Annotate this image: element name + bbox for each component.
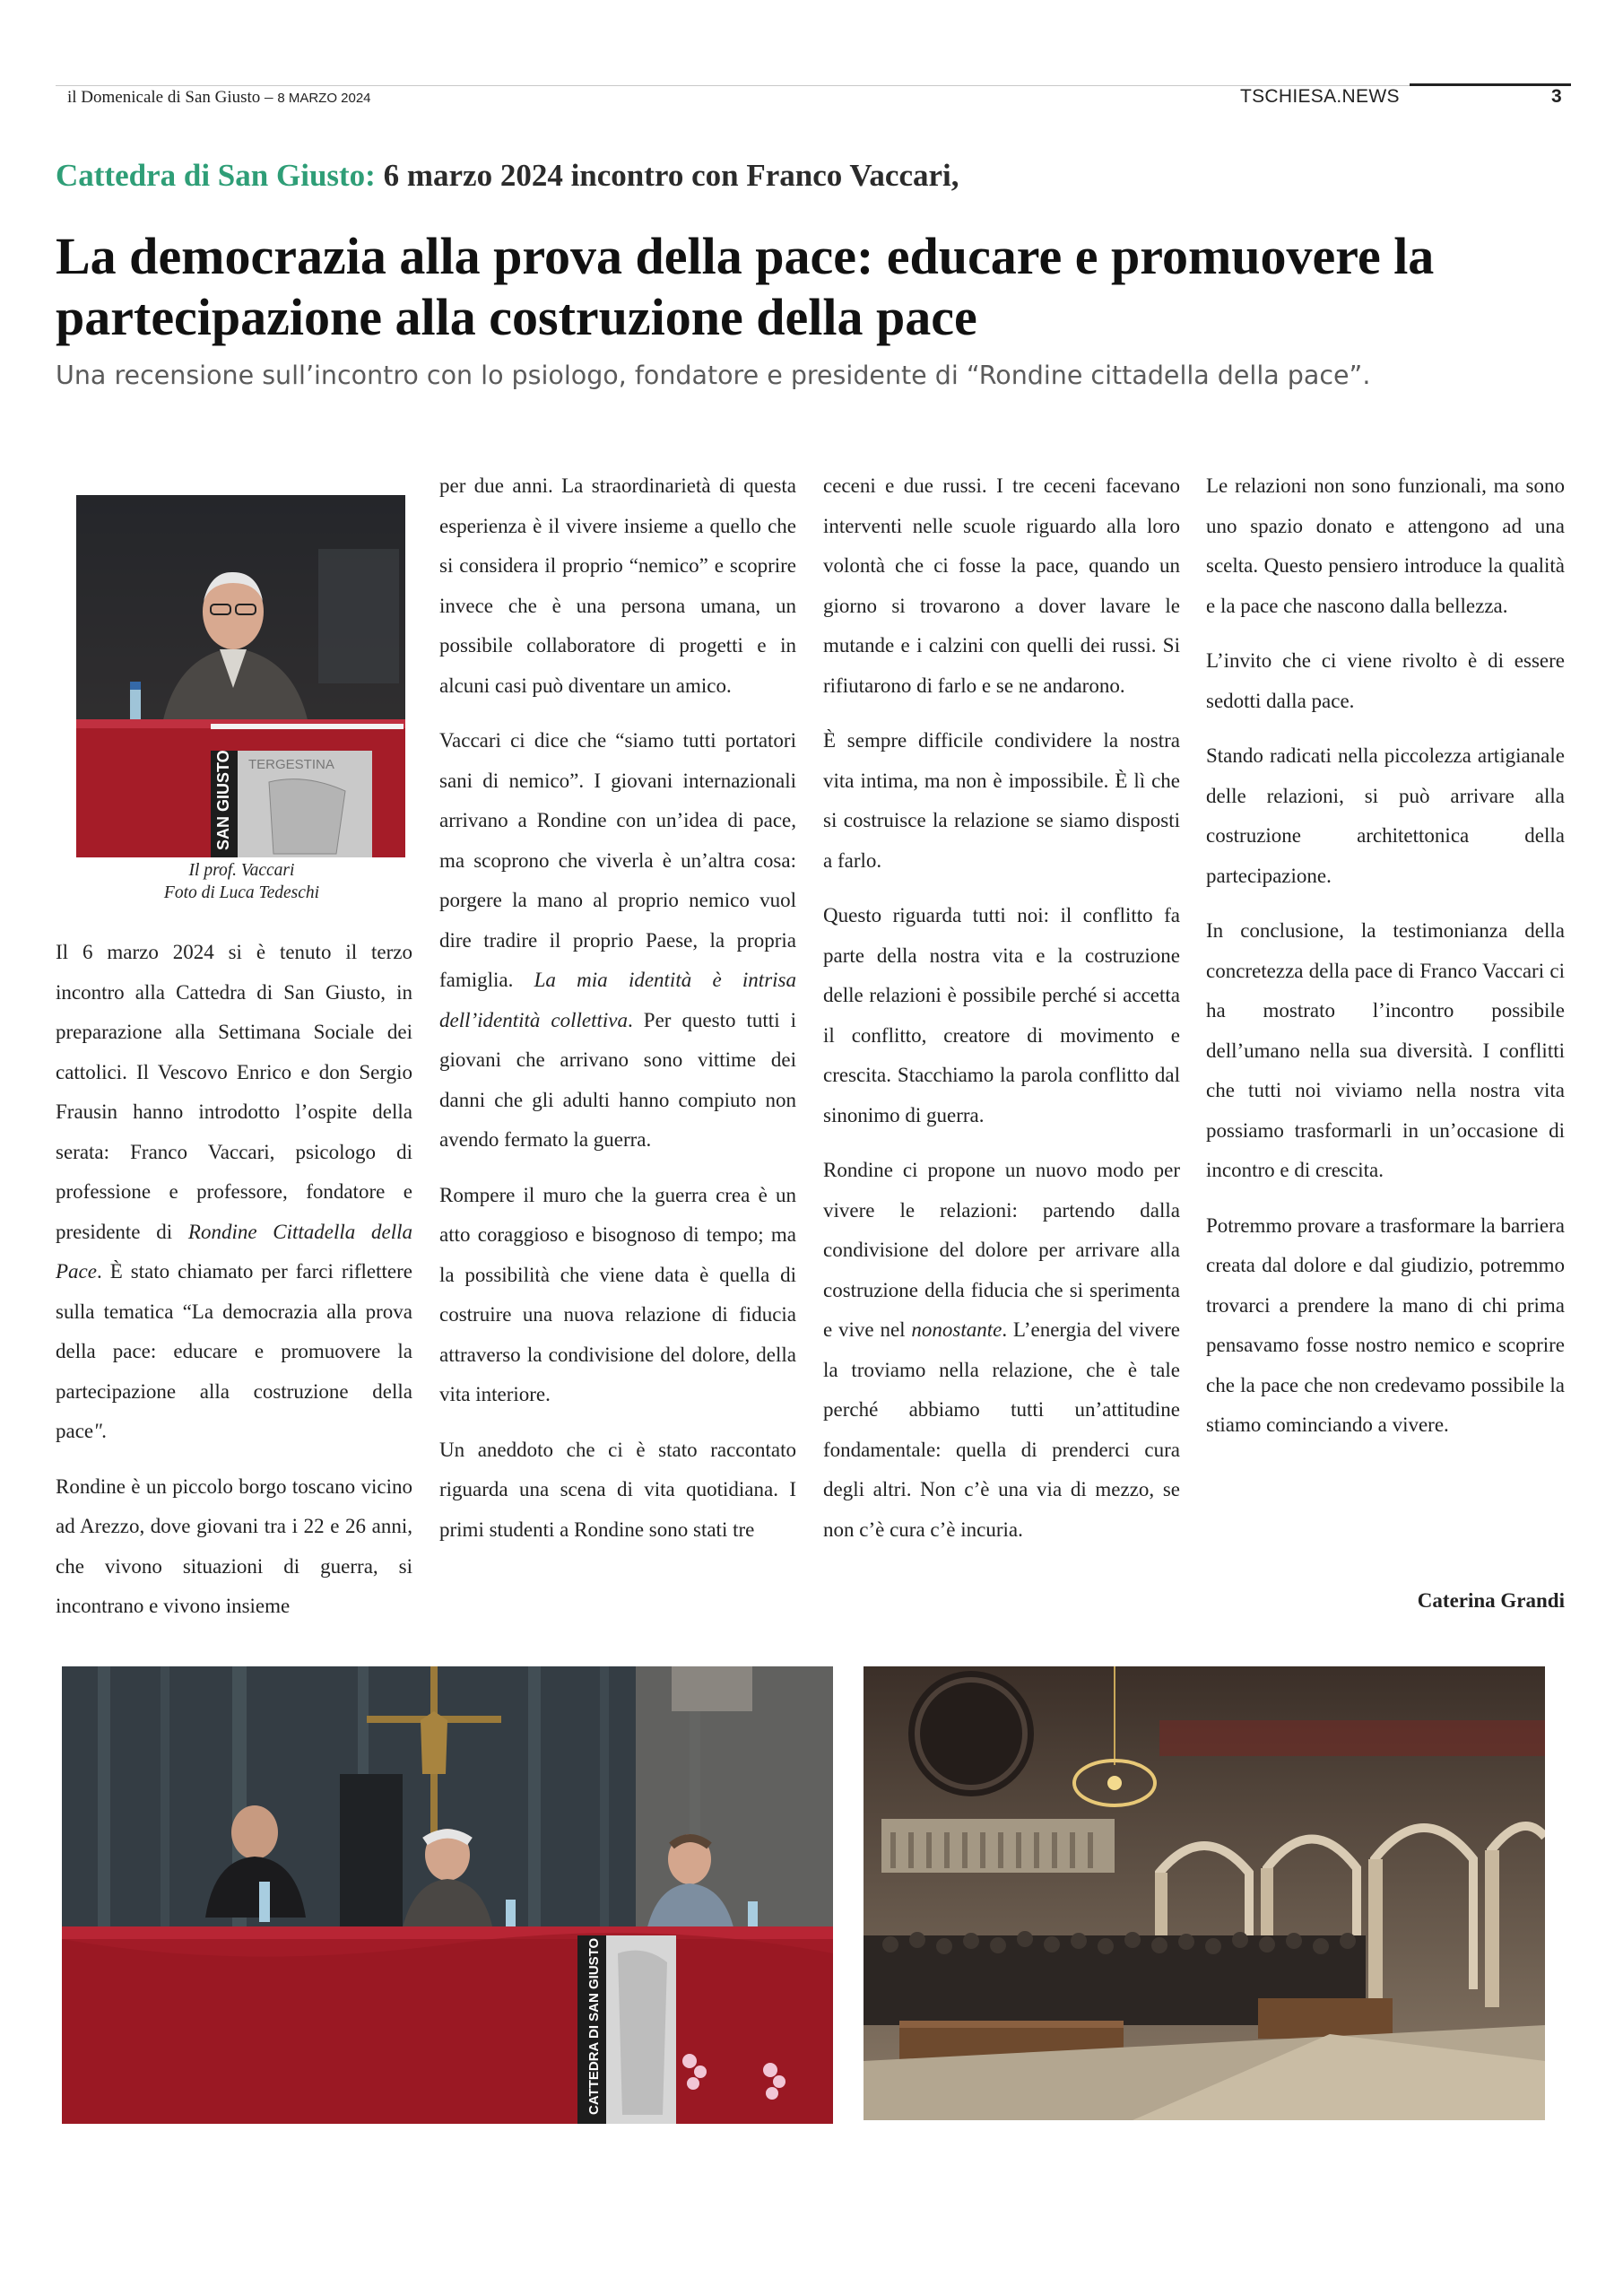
article-column-4 [1206, 466, 1565, 1461]
paragraph: per due anni. La straordinarietà di questa esperienza è il vivere insieme a quello che si considera il proprio “nemico” e scoprire invece che è una persona umana, un possibile collaboratore di progetti e in alcuni casi può diventare un amico. [439, 474, 796, 697]
portrait-banner-label: SAN GIUSTO [214, 750, 232, 850]
article-kicker [56, 158, 959, 194]
paragraph: Un aneddoto che ci è stato raccontato riguarda una scena di vita quotidiana. I primi studenti a Rondine sono stati tre [439, 1438, 796, 1541]
issue-date: 8 MARZO 2024 [277, 91, 371, 106]
paragraph: Il 6 marzo 2024 si è tenuto il terzo incontro alla Cattedra di San Giusto, in preparazione alla Settimana Sociale dei cattolici. Il Vescovo Enrico e don Sergio Frausin hanno introdotto l’ospite della serata: Franco Vaccari, psicologo di professione e professore, fondatore e presidente di Rondine Cittadella della Pace. È stato chiamato per farci riflettere sulla tematica “La democrazia alla prova della pace: educare e promuovere la partecipazione alla costruzione della pace". [56, 941, 413, 1442]
paragraph: Rondine è un piccolo borgo toscano vicino ad Arezzo, dove giovani tra i 22 e 26 anni, che vivono situazioni di guerra, si incontrano e vivono insieme [56, 1474, 412, 1617]
article-column-1 [56, 933, 412, 1642]
paragraph: Rondine ci propone un nuovo modo per vivere le relazioni: partendo dalla condivisione del dolore per arrivare alla costruzione della fiducia che si sperimenta e vive nel nonostante. L’energia del vivere la troviamo nella relazione, che è tale perché abbiamo tutti un’attitudine fondamentale: quella di prenderci cura degli altri. Non c’è una via di mezzo, se non c’è cura c’è incuria. [823, 1159, 1180, 1541]
article-title [56, 226, 1571, 348]
photo-caption-subject: Il prof. Vaccari [188, 861, 295, 880]
kicker-series: Cattedra di San Giusto: [56, 158, 376, 193]
article-title-line-2: partecipazione alla costruzione della pace [56, 288, 977, 346]
article-column-3 [823, 466, 1180, 1565]
paragraph: Potremmo provare a trasformare la barriera creata dal dolore e dal giudizio, potremmo trovarci a prendere la mano di chi prima pensavamo fosse nostro nemico e scoprire che la pace che non credevamo possibile la stiamo cominciando a vivere. [1206, 1213, 1565, 1436]
portrait-photo [76, 495, 405, 857]
paragraph: Questo riguarda tutti noi: il conflitto fa parte della nostra vita e la costruzione delle relazioni è possibile perché si accetta il conflitto, creatore di movimento e crescita. Stacchiamo la parola conflitto dal sinonimo di guerra. [823, 904, 1180, 1126]
header-rule-accent [1410, 83, 1571, 86]
paragraph: È sempre difficile condividere la nostra vita intima, ma non è impossibile. È lì che si costruisce la relazione se siamo disposti a farlo. [823, 729, 1180, 872]
paragraph: Rompere il muro che la guerra crea è un atto coraggioso e bisognoso di tempo; ma la possibilità che viene data è quella di costruire una nuova relazione di fiducia attraverso la condivisione del dolore, della vita interiore. [439, 1183, 796, 1405]
paragraph: In conclusione, la testimonianza della concretezza della pace di Franco Vaccari ci ha mostrato l’incontro possibile dell’umano nella sua diversità. I conflitti che tutti noi viviamo nella nostra vita possiamo trasformarli in un’occasione di incontro e di crescita. [1206, 919, 1565, 1181]
kicker-event: 6 marzo 2024 incontro con Franco Vaccari, [375, 158, 959, 193]
portrait-banner-inscription: TERGESTINA [248, 757, 334, 772]
article-subtitle: Una recensione sull’incontro con lo psiologo, fondatore e presidente di “Rondine cittadella della pace”. [56, 361, 1371, 390]
photo-caption [56, 859, 428, 904]
article-author: Caterina Grandi [1417, 1589, 1565, 1612]
paragraph: ceceni e due russi. I tre ceceni facevano interventi nelle scuole riguardo alla loro volontà che ci fosse la pace, quando un giorno si trovarono a dover lavare le mutande e i calzini con quelli dei russi. Si rifiutarono di farlo e se ne andarono. [823, 474, 1180, 697]
panel-photo [62, 1666, 833, 2124]
church-photo [864, 1666, 1545, 2120]
page-number: 3 [1551, 86, 1562, 107]
paragraph: Le relazioni non sono funzionali, ma sono uno spazio donato e attengono ad una scelta. Questo pensiero introduce la qualità e la pace che nascono dalla bellezza. [1206, 474, 1565, 617]
paragraph: Vaccari ci dice che “siamo tutti portatori sani di nemico”. I giovani internazionali arrivano a Rondine con un’idea di pace, ma scoprono che viverla è un’altra cosa: porgere la mano al proprio nemico vuol dire tradire il proprio Paese, la propria famiglia. La mia identità è intrisa dell’identità collettiva. Per questo tutti i giovani che arrivano sono vittime dei danni che gli adulti hanno compiuto non avendo fermato la guerra. [439, 729, 796, 1151]
panel-banner-label: CATTEDRA DI SAN GIUSTO [586, 1937, 602, 2115]
paragraph: Stando radicati nella piccolezza artigianale delle relazioni, si può arrivare alla costruzione architettonica della partecipazione. [1206, 744, 1565, 887]
publication-name: il Domenicale di San Giusto – 8 MARZO 2024 [67, 88, 371, 107]
site-name[interactable]: TSCHIESA.NEWS [1240, 86, 1400, 107]
article-column-2 [439, 466, 796, 1565]
article-title-line-1: La democrazia alla prova della pace: educare e promuovere la [56, 227, 1435, 285]
photo-caption-credit: Foto di Luca Tedeschi [163, 883, 320, 902]
paragraph: L’invito che ci viene rivolto è di essere sedotti dalla pace. [1206, 649, 1565, 712]
